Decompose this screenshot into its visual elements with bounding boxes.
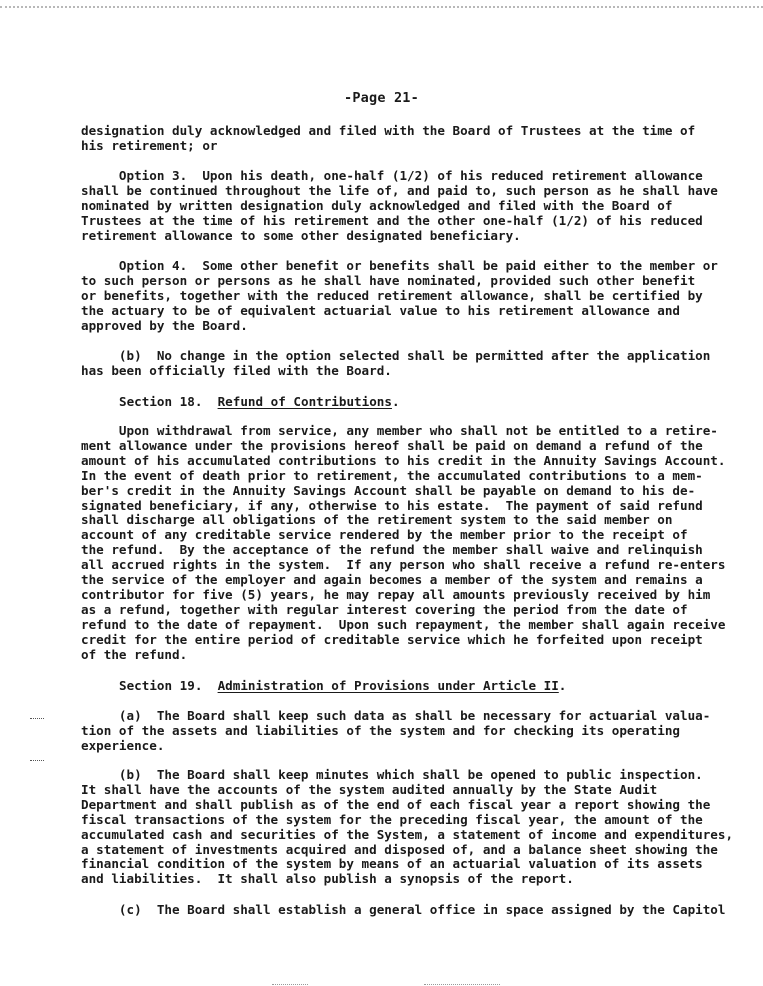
page-number-heading: -Page 21- [344, 90, 419, 106]
margin-mark [30, 760, 44, 761]
paragraph-option-4: Option 4. Some other benefit or benefits shall be paid either to the member or to such person or persons as he shall have nominated, provided such other benefit or benefits, together with the reduced retirement allowance, shall be certified by the actuary to be of equivalent actuarial value to his retirement allowance and approved by the Board. [81, 258, 718, 333]
margin-mark [30, 718, 44, 719]
section-18-period: . [391, 394, 400, 409]
section-18-heading [119, 394, 400, 409]
section-19-title: Administration of Provisions under Article II [217, 678, 559, 693]
paragraph-19-c: (c) The Board shall establish a general office in space assigned by the Capitol [81, 902, 726, 917]
section-18-title: Refund of Contributions [217, 394, 392, 409]
scan-artifact-bottom [272, 984, 308, 985]
scan-top-border [0, 6, 763, 8]
section-19-period: . [558, 678, 567, 693]
paragraph-option-change: (b) No change in the option selected shall be permitted after the application has been officially filed with the Board. [81, 348, 711, 378]
section-19-heading [119, 678, 566, 693]
section-19-number: Section 19. [119, 678, 218, 693]
paragraph-option-2-continuation: designation duly acknowledged and filed with the Board of Trustees at the time of his retirement; or [81, 123, 696, 153]
paragraph-refund-of-contributions: Upon withdrawal from service, any member who shall not be entitled to a retire- ment allowance under the provisions hereof shall be paid on demand a refund of the amount of his accumulated contributions to his credit in the Annuity Savings Account. In the event of death prior to retirement, the accumulated contributions to a mem- ber's credit in the Annuity Savings Account shall be payable on demand to his de- signated beneficiary, if any, otherwise to his estate. The payment of said refund shall discharge all obligations of the retirement system to the said member on account of any creditable service rendered by the member prior to the receipt of the refund. By the acceptance of the refund the member shall waive and relinquish all accrued rights in the system. If any person who shall receive a refund re-enters the service of the employer and again becomes a member of the system and remains a contributor for five (5) years, he may repay all amounts previously received by him as a refund, together with regular interest covering the period from the date of refund to the date of repayment. Upon such repayment, the member shall again receive credit for the entire period of creditable service which he forfeited upon receipt of the refund. [81, 423, 726, 662]
paragraph-19-a: (a) The Board shall keep such data as shall be necessary for actuarial valua- tion of the assets and liabilities of the system and for checking its operating experience. [81, 708, 711, 753]
scan-artifact-bottom [424, 984, 500, 985]
paragraph-option-3: Option 3. Upon his death, one-half (1/2) of his reduced retirement allowance shall be continued throughout the life of, and paid to, such person as he shall have nominated by written designation duly acknowledged and filed with the Board of Trustees at the time of his retirement and the other one-half (1/2) of his reduced retirement allowance to some other designated beneficiary. [81, 168, 718, 243]
section-18-number: Section 18. [119, 394, 218, 409]
paragraph-19-b: (b) The Board shall keep minutes which shall be opened to public inspection. It shall have the accounts of the system audited annually by the State Audit Department and shall publish as of the end of each fiscal year a report showing the fiscal transactions of the system for the preceding fiscal year, the amount of the accumulated cash and securities of the System, a statement of income and expenditures, a statement of investments acquired and disposed of, and a balance sheet showing the financial condition of the system by means of an actuarial valuation of its assets and liabilities. It shall also publish a synopsis of the report. [81, 767, 734, 887]
